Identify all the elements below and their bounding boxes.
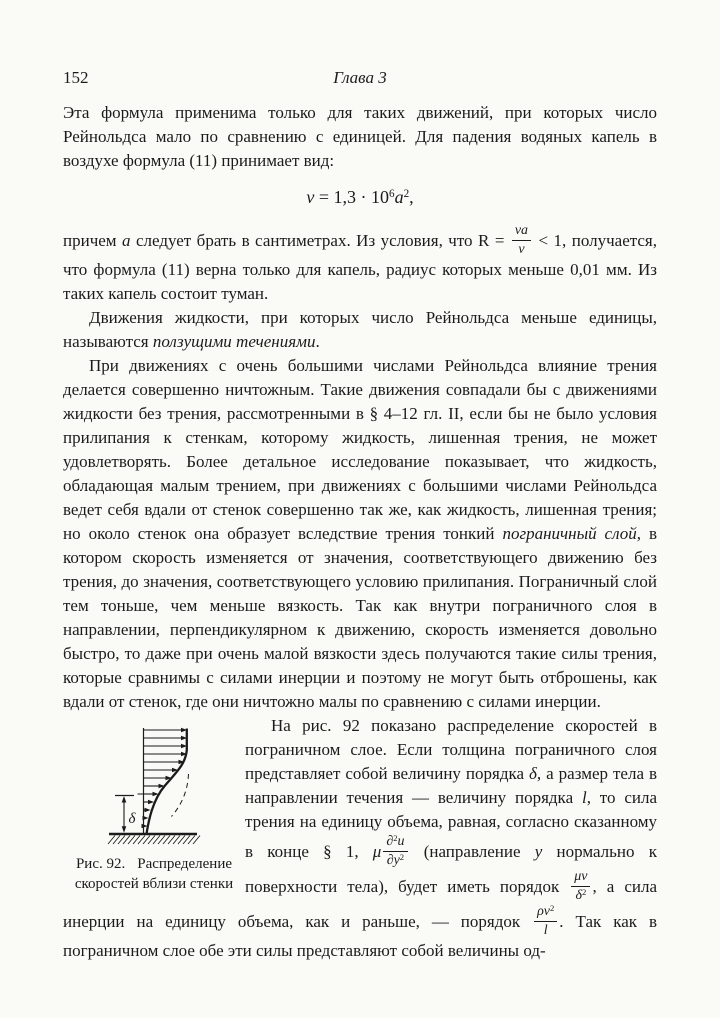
figure-caption-number: Рис. 92. xyxy=(75,856,126,873)
figure-92 xyxy=(63,718,245,894)
paragraph-5-text: На рис. 92 показано распределение скоростей в пограничном слое. Если толщина пограничного слоя представляет собой величину порядка δ, а размер тела в направлении течения — величину порядка l, то сила трения на единицу объема, равная, согласно сказанному в конце § 1, μ $\frac{\partial^2u}{\partial y^2}$ (направление y нормально к поверхности тела), будет иметь порядок $\frac{\mu v}{\delta^2}$ , а сила инерции на единицу объема, как и раньше, — порядок $\frac{\rho v^2}{l}$ . Так как в пограничном слое обе эти силы представляют собой величины од- xyxy=(63,716,658,961)
chapter-header: Глава 3 xyxy=(333,68,387,87)
figure-caption-text: Распределение скоростей вблизи стенки xyxy=(74,856,234,893)
velocity-profile-curve xyxy=(147,729,187,835)
paragraph-4: При движениях с очень большими числами Рейнольдса влияние трения делается совершенно ничтожным. Такие движения совпадали бы с движениями жидкости без трения, рассмотренными в § 4–12 гл. II, если бы не было условия прилипания к стенкам, которому жидкость, лишенная трения, не может удовлетворять. Более детальное исследование показывает, что жидкость, обладающая малым трением, при движениях с большими числами Рейнольдса ведет себя вдали от стенок совершенно так же, как жидкость, лишенная трения; но около стенок она образует вследствие трения тонкий пограничный слой, в котором скорость изменяется от значения, соответствующего движению без трения, до значения, соответствующего условию прилипания. Пограничный слой тем тоньше, чем меньше вязкость. Так как внутри пограничного слоя в направлении, перпендикулярном к движению, скорость изменяется довольно быстро, то даже при очень малой вязкости здесь получаются такие силы трения, которые сравнимы с силами инерции и поэтому не могут быть отброшены, как вдали от стенок, где они ничтожно малы по сравнению с силами инерции. xyxy=(63,356,657,712)
paragraph-1: Эта формула применима только для таких движений, при которых число Рейнольдса мало по сравнению с единицей. Для падения водяных капель в воздухе формула (11) принимает вид: xyxy=(63,103,657,170)
delta-arrow-up-head xyxy=(122,796,127,803)
paragraph-5 xyxy=(63,714,657,963)
text-block xyxy=(63,101,657,963)
velocity-arrows xyxy=(142,728,188,829)
paragraph-2: причем a следует брать в сантиметрах. Из условия, что R = $\frac{va}{\nu}$ < 1, получается, что формула (11) верна только для капель, радиус которых меньше 0,01 мм. Из таких капель состоит туман. xyxy=(63,223,657,304)
wall-hatching xyxy=(108,836,200,845)
boundary-layer-edge-dashed-curve xyxy=(172,774,189,817)
display-formula: $v = 1,3 \cdot 10^6a^2$, xyxy=(306,187,414,207)
boundary-layer-diagram xyxy=(63,724,245,846)
delta-arrow-down-head xyxy=(122,826,127,833)
figure-caption xyxy=(63,854,245,894)
paragraph-3: Движения жидкости, при которых число Рейнольдса меньше единицы, называются ползущими течениями. xyxy=(63,308,657,352)
delta-label: δ xyxy=(128,811,136,828)
page-number: 152 xyxy=(63,68,89,87)
page-header xyxy=(63,68,657,88)
